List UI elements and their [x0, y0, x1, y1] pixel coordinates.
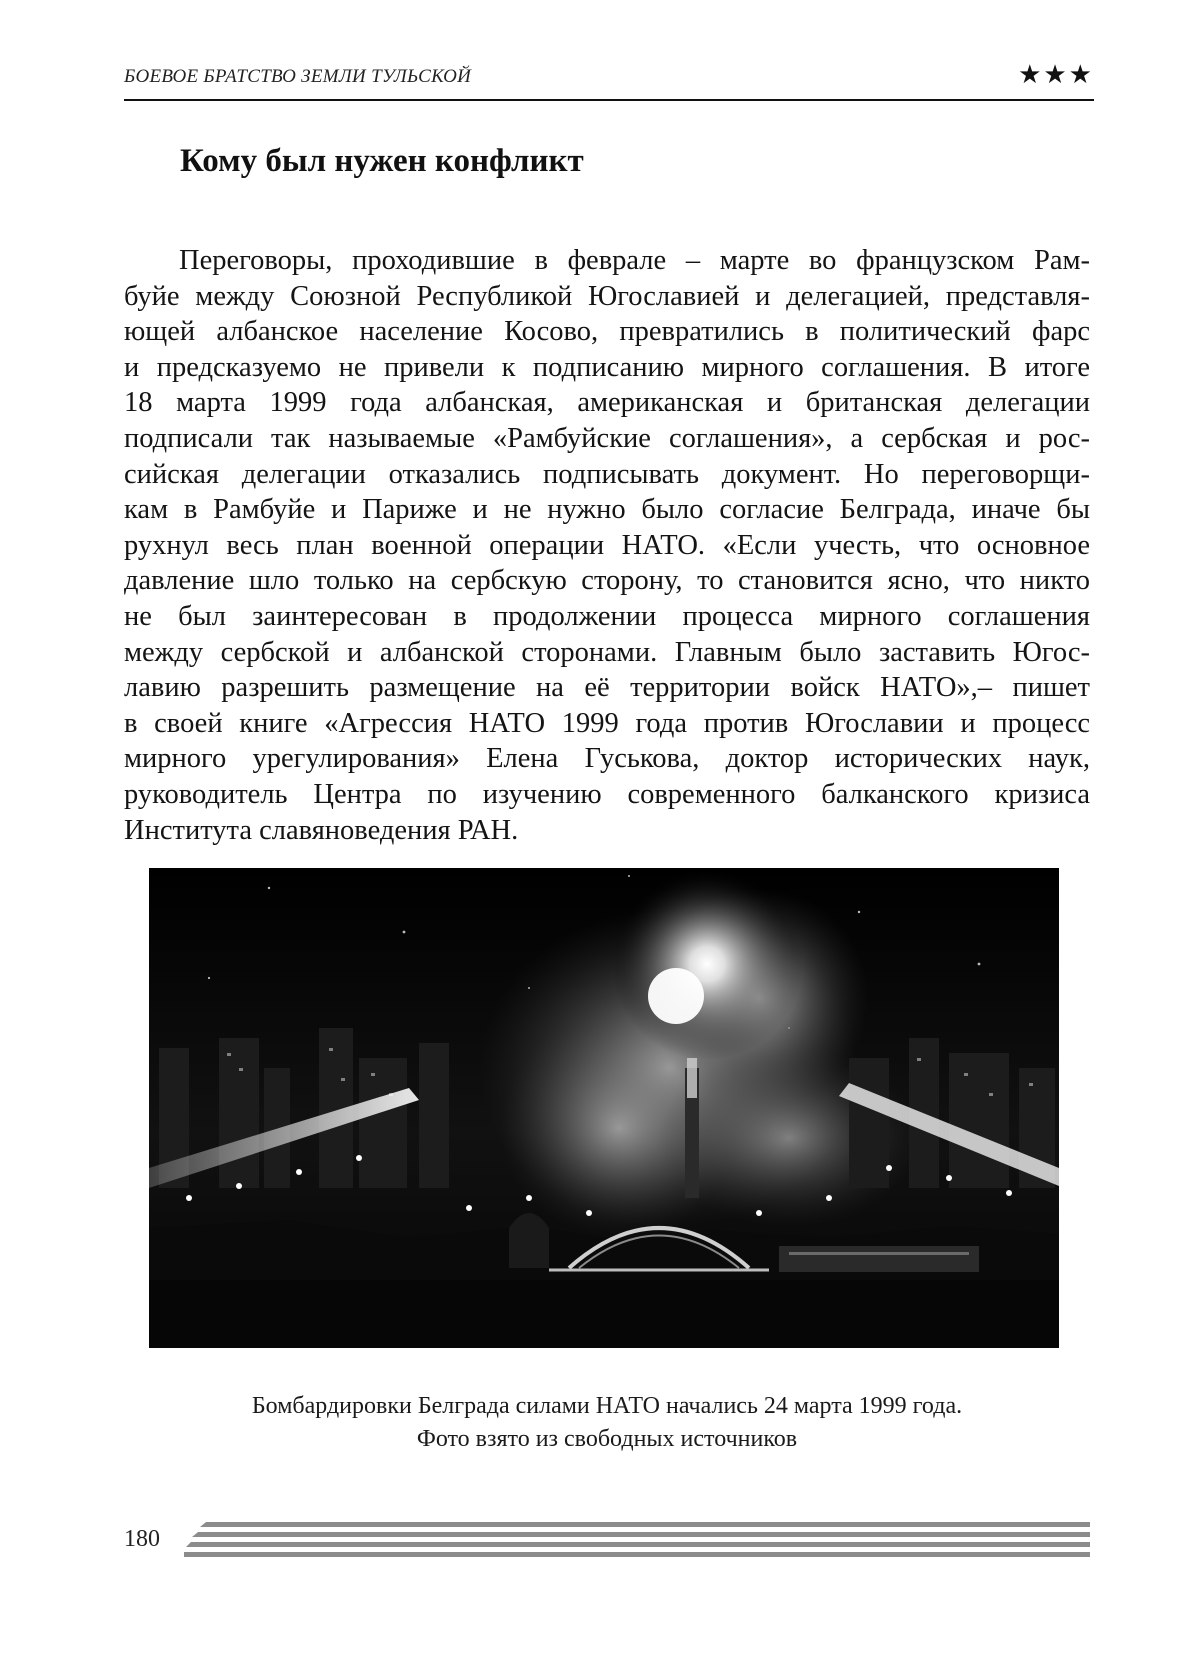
page-title: Кому был нужен конфликт [180, 143, 584, 179]
footer-stripes [184, 1522, 1090, 1562]
body-line: не был заинтересован в продолжении процесса мирного соглашения [124, 600, 1090, 632]
belgrade-bombing-photo [149, 868, 1059, 1348]
body-line: кам в Рамбуйе и Париже и не нужно было согласие Белграда, иначе бы [124, 494, 1090, 526]
page-number: 180 [124, 1526, 160, 1552]
body-line: Института славяноведения РАН. [124, 814, 519, 846]
body-line: давление шло только на сербскую сторону, то становится ясно, что никто [124, 565, 1090, 597]
caption-line-1: Бомбардировки Белграда силами НАТО начались 24 марта 1999 года. [251, 1393, 963, 1419]
body-line: буйе между Союзной Республикой Югославией и делегацией, представля- [124, 280, 1090, 312]
body-line: между сербской и албанской сторонами. Главным было заставить Югос- [124, 636, 1090, 668]
running-title: БОЕВОЕ БРАТСТВО ЗЕМЛИ ТУЛЬСКОЙ [124, 66, 472, 87]
photo-caption [124, 1390, 1090, 1456]
body-line: ющей албанское население Косово, превратились в политический фарс [124, 316, 1090, 348]
stars-ornament: ★★★ [1018, 60, 1094, 89]
body-line: сийская делегации отказались подписывать документ. Но переговорщи- [124, 458, 1090, 490]
body-line: рухнул весь план военной операции НАТО. «Если учесть, что основное [124, 529, 1090, 561]
body-paragraph [124, 243, 1090, 848]
body-line: и предсказуемо не привели к подписанию мирного соглашения. В итоге [124, 351, 1090, 383]
body-line: подписали так называемые «Рамбуйские соглашения», а сербская и рос- [124, 422, 1090, 454]
body-line: мирного урегулирования» Елена Гуськова, доктор исторических наук, [124, 743, 1090, 775]
body-line: Переговоры, проходившие в феврале – марте во французском Рам- [179, 245, 1090, 276]
caption-line-2: Фото взято из свободных источников [416, 1426, 798, 1452]
header-rule [124, 99, 1094, 101]
body-line: лавию разрешить размещение на её территории войск НАТО»,– пишет [124, 672, 1090, 704]
body-line: 18 марта 1999 года албанская, американская и британская делегации [124, 387, 1090, 419]
body-line: в своей книге «Агрессия НАТО 1999 года против Югославии и процесс [124, 707, 1090, 739]
body-line: руководитель Центра по изучению современного балканского кризиса [124, 778, 1090, 810]
